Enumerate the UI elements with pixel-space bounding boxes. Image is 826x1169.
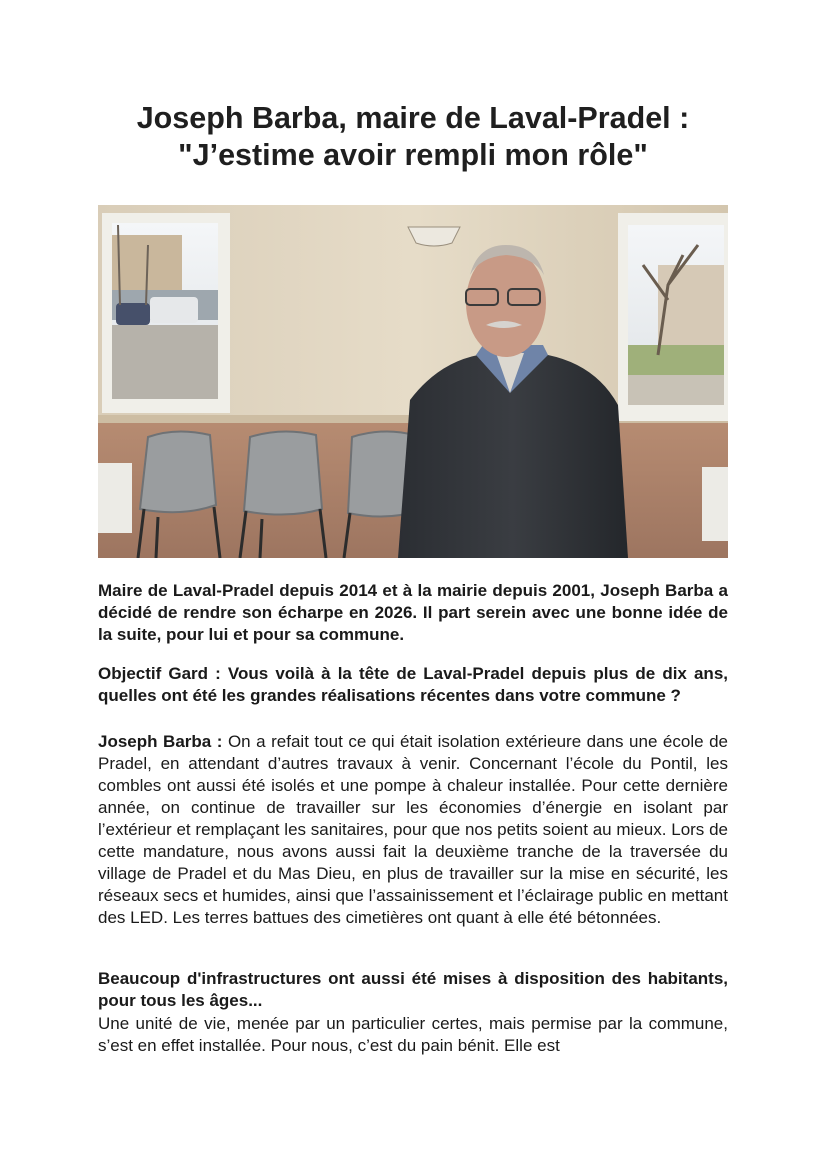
speaker-label: Joseph Barba :: [98, 732, 223, 751]
article-lead: [98, 580, 728, 646]
answer-2-text: Une unité de vie, menée par un particulier certes, mais permise par la commune, s’est en effet installée. Pour nous, c’est du pain bénit. Elle est: [98, 1014, 728, 1055]
answer-2: [98, 1013, 728, 1057]
lead-text: Maire de Laval-Pradel depuis 2014 et à la mairie depuis 2001, Joseph Barba a décidé de rendre son écharpe en 2026. Il part serein avec une bonne idée de la suite, pour lui et pour sa commune.: [98, 581, 728, 644]
question-1-text: Objectif Gard : Vous voilà à la tête de Laval-Pradel depuis plus de dix ans, quelles ont été les grandes réalisations récentes dans votre commune ?: [98, 664, 728, 705]
title-line-2: "J’estime avoir rempli mon rôle": [178, 138, 648, 172]
article-photo: [98, 205, 728, 558]
answer-1: [98, 731, 728, 929]
answer-1-text: On a refait tout ce qui était isolation extérieure dans une école de Pradel, en attendant d’autres travaux à venir. Concernant l’école du Pontil, les combles ont aussi été isolés et une pompe à chaleur installée. Pour cette dernière année, on continue de travailler sur les économies d’énergie en isolant par l’extérieur et remplaçant les sanitaires, pour que nos petits soient au mieux. Lors de cette mandature, nous avons aussi fait la deuxième tranche de la traversée du village de Pradel et du Mas Dieu, en plus de travailler sur la mise en sécurité, les réseaux secs et humides, ainsi que l’assainissement et l’éclairage public en mettant des LED. Les terres battues des cimetières ont quant à elle été bétonnées.: [98, 732, 729, 927]
question-2: [98, 968, 728, 1012]
question-2-text: Beaucoup d'infrastructures ont aussi été mises à disposition des habitants, pour tous les âges...: [98, 969, 728, 1010]
question-1: [98, 663, 728, 707]
article-title: [80, 100, 746, 174]
title-line-1: Joseph Barba, maire de Laval-Pradel :: [136, 101, 690, 135]
